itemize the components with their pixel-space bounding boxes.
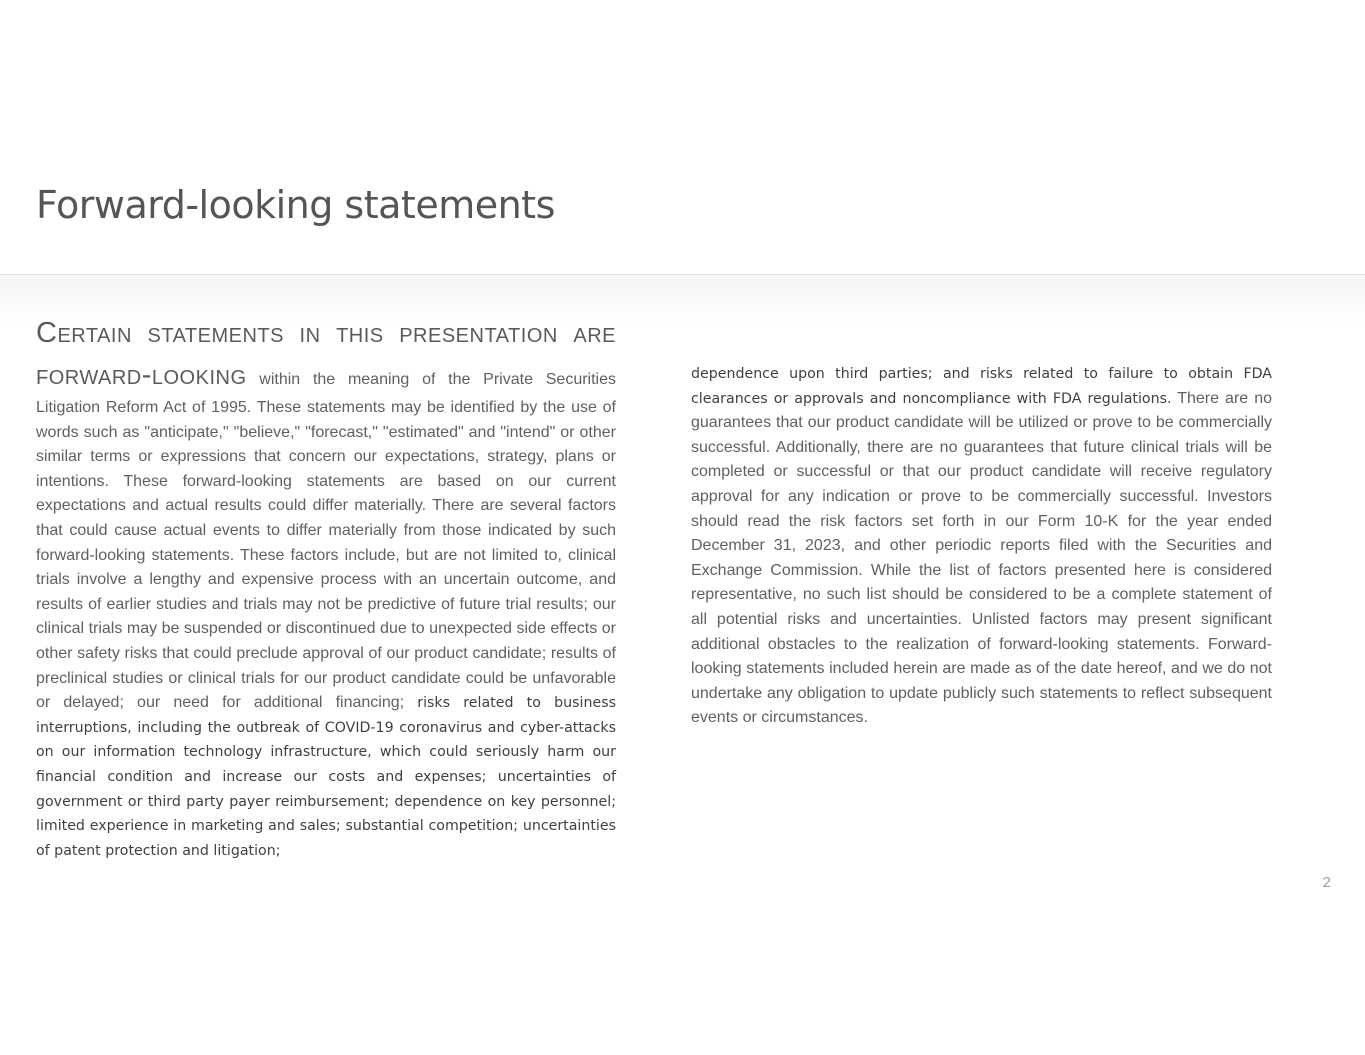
page-number: 2 [1322, 874, 1331, 891]
lead-in-heading: Certain statements in this presentation are forward-looking [36, 317, 616, 391]
right-paragraph-part-2: There are no guarantees that our product candidate will be utilized or prove to be commercially successful. Additionally, there are no guarantees that future clinical trials will be completed or successful or that our product candidate will receive regulatory approval for any indication or prove to be commercially successful. Investors should read the risk factors set forth in our Form 10-K for the year ended December 31, 2023, and other periodic reports filed with the Securities and Exchange Commission. While the list of factors presented here is considered representative, no such list should be considered to be a complete statement of all potential risks and uncertainties. Unlisted factors may present significant additional obstacles to the realization of forward-looking statements. Forward-looking statements included herein are made as of the date hereof, and we do not undertake any obligation to update publicly such statements to reflect subsequent events or circumstances. [691, 389, 1273, 727]
left-text-column [36, 312, 616, 863]
right-paragraph-part-1: dependence upon third parties; and risks related to failure to obtain FDA clearances or approvals and noncompliance with FDA regulations. [691, 366, 1272, 407]
left-paragraph-part-2: risks related to business interruptions, including the outbreak of COVID-19 coronavirus and cyber-attacks on our information technology infrastructure, which could seriously harm our financial condition and increase our costs and expenses; uncertainties of government or third party payer reimbursement; dependence on key personnel; limited experience in marketing and sales; substantial competition; uncertainties of patent protection and litigation; [36, 695, 616, 859]
left-paragraph-part-1: within the meaning of the Private Securities Litigation Reform Act of 1995. These statements may be identified by the use of words such as "anticipate," "believe," "forecast," "estimated" and "intend" or other similar terms or expressions that concern our expectations, strategy, plans or intentions. These forward-looking statements are based on our current expectations and actual results could differ materially. There are several factors that could cause actual events to differ materially from those indicated by such forward-looking statements. These factors include, but are not limited to, clinical trials involve a lengthy and expensive process with an uncertain outcome, and results of earlier studies and trials may not be predictive of future trial results; our clinical trials may be suspended or discontinued due to unexpected side effects or other safety risks that could preclude approval of our product candidate; results of preclinical studies or clinical trials for our product candidate could be unfavorable or delayed; our need for additional financing; [36, 371, 616, 712]
right-text-column [691, 362, 1272, 731]
slide-title: Forward-looking statements [36, 183, 555, 227]
